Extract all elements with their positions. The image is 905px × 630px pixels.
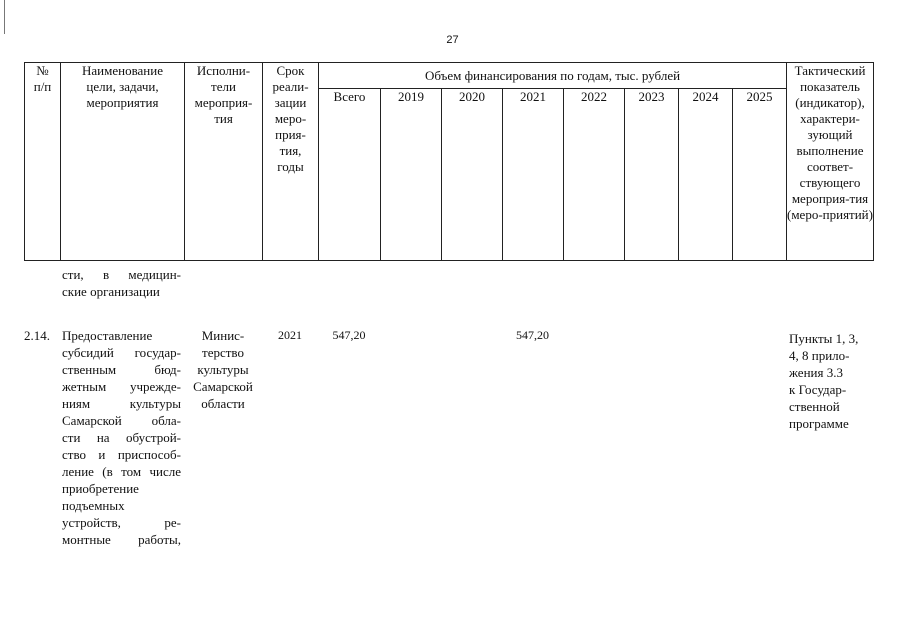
header-name: Наименование цели, задачи, мероприятия [61, 63, 185, 261]
header-year-2020: 2020 [442, 89, 503, 261]
row-total: 547,20 [332, 328, 366, 342]
header-year-2025: 2025 [733, 89, 787, 261]
header-year-2019: 2019 [381, 89, 442, 261]
row-term: 2021 [278, 328, 302, 342]
scan-margin-mark [4, 0, 5, 34]
header-indicator: Тактический показатель (индикатор), характери-зующий выполнение соответ-ствующего мероприя-тия (меро-приятий) [787, 63, 874, 261]
page-number: 27 [446, 34, 459, 46]
continuation-text: сти, в медицин- ские организации [62, 267, 181, 299]
row-name: Предоставление субсидий государ- ственным бюд- жетным учрежде- ниям культуры Самарской обла- сти на обустрой- ство и приспособ- ление (в том числе приобретение подъемных устройств, ре- монтные работы, [62, 328, 181, 547]
header-year-2024: 2024 [679, 89, 733, 261]
header-year-2021: 2021 [503, 89, 564, 261]
header-term: Срок реали-зации меро-прия-тия, годы [263, 63, 319, 261]
row-2021: 547,20 [516, 328, 549, 342]
header-year-2022: 2022 [564, 89, 625, 261]
row-indicator: Пункты 1, 3, 4, 8 прило- жения 3.3 к Государ- ственной программе [789, 331, 859, 431]
header-num: № п/п [25, 63, 61, 261]
row-number: 2.14. [24, 328, 50, 343]
row-executor: Минис- терство культуры Самарской области [193, 328, 253, 411]
header-executors: Исполни-тели мероприя-тия [185, 63, 263, 261]
table-header [24, 62, 874, 261]
header-year-total: Всего [319, 89, 381, 261]
header-year-2023: 2023 [625, 89, 679, 261]
header-financing: Объем финансирования по годам, тыс. рублей [319, 63, 787, 89]
